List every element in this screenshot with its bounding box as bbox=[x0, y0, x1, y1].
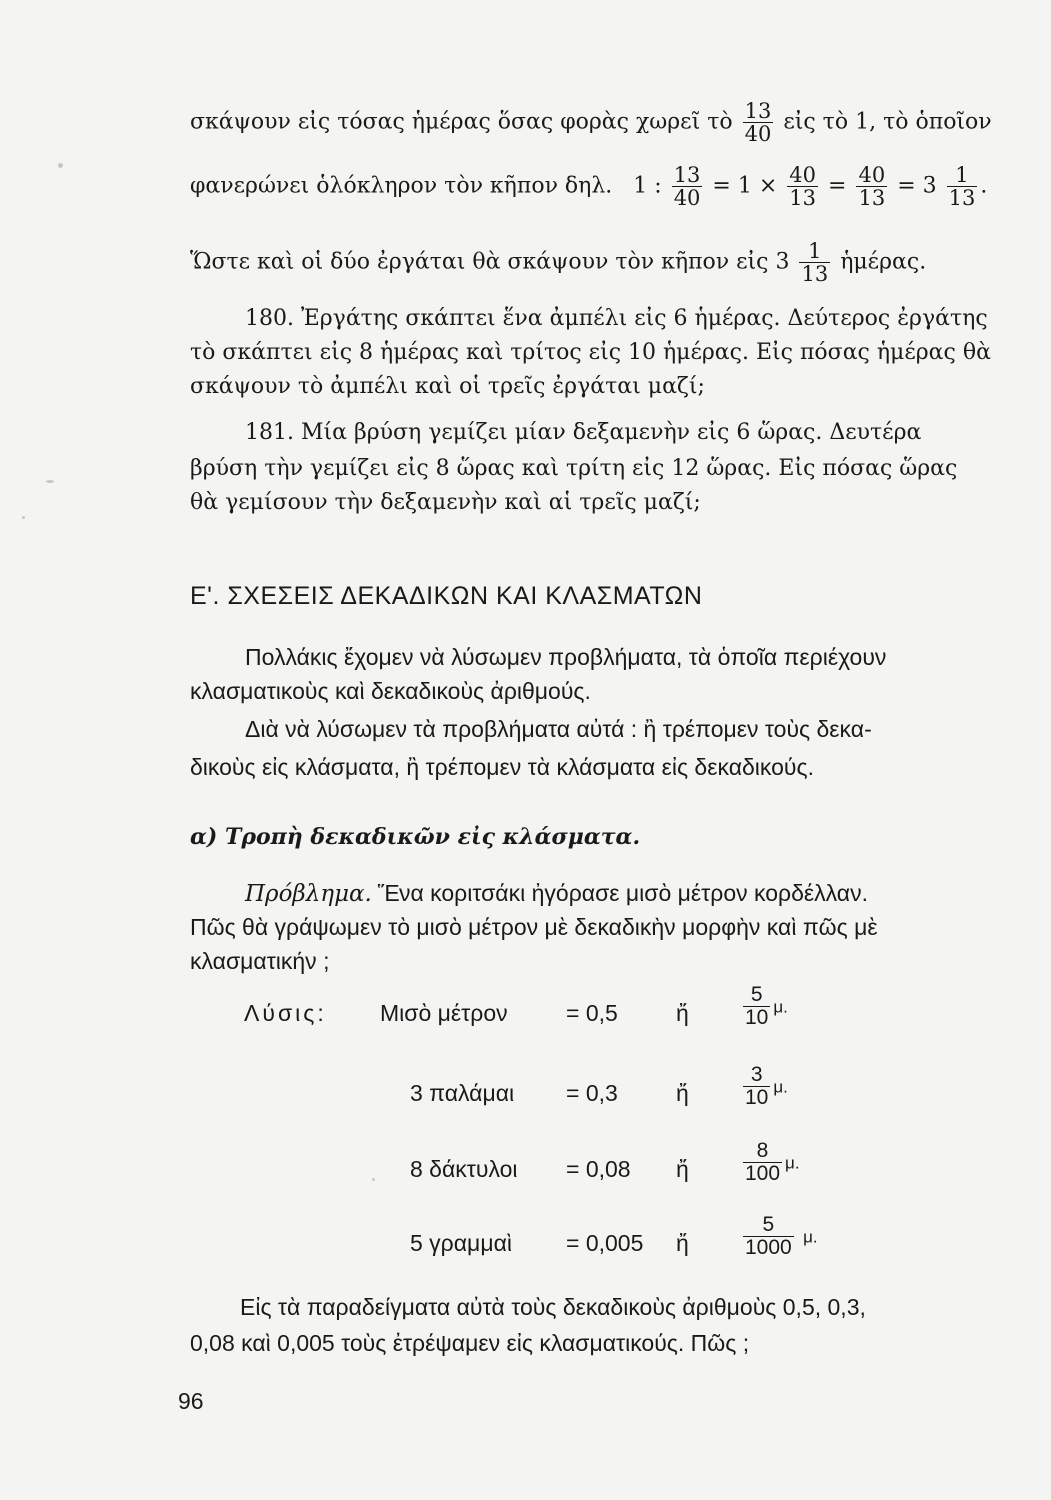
problem-181-line-2: βρύση τὴν γεμίζει εἰς 8 ὥρας καὶ τρίτη εἰς 12 ὥρας. Εἰς πόσας ὥρας bbox=[190, 456, 958, 481]
top-line-3 bbox=[190, 240, 926, 285]
fraction: $\frac{1}{13}$ bbox=[801, 239, 829, 287]
scan-speck bbox=[58, 163, 63, 168]
problem-180-line-3: σκάψουν τὸ ἀμπέλι καὶ οἱ τρεῖς ἐργάται μαζί; bbox=[190, 374, 705, 399]
row-fraction: $\frac{5}{10}$ μ. bbox=[745, 983, 788, 1030]
row-fraction: $\frac{3}{10}$ μ. bbox=[745, 1063, 788, 1110]
text: σκάψουν εἰς τόσας ἡμέρας ὅσας φορὰς χωρεῖ τὸ bbox=[190, 109, 733, 135]
problem-label: Πρόβλημα. bbox=[245, 881, 372, 907]
row-unit: 8 δάκτυλοι bbox=[410, 1156, 518, 1182]
problem-180-line-2: τὸ σκάπτει εἰς 8 ἡμέρας καὶ τρίτος εἰς 10 ἡμέρας. Εἰς πόσας ἡμέρας θὰ bbox=[190, 340, 991, 365]
fraction: $\frac{1}{13}$ bbox=[948, 163, 976, 211]
section-heading: Ε'. ΣΧΕΣΕΙΣ ΔΕΚΑΔΙΚΩΝ ΚΑΙ ΚΛΑΣΜΑΤΩΝ bbox=[190, 582, 703, 610]
problem-181-line-1: 181. Μία βρύση γεμίζει μίαν δεξαμενὴν εἰς 6 ὥρας. Δευτέρα bbox=[245, 420, 922, 445]
problem-180-line-1: 180. Ἐργάτης σκάπτει ἕνα ἀμπέλι εἰς 6 ἡμέρας. Δεύτερος ἐργάτης bbox=[245, 306, 988, 331]
solution-label: Λύσις: bbox=[244, 1000, 327, 1026]
problem-line-2: Πῶς θὰ γράψωμεν τὸ μισὸ μέτρον μὲ δεκαδικὴν μορφὴν καὶ πῶς μὲ bbox=[190, 914, 878, 940]
paragraph-1-line-1: Πολλάκις ἔχομεν νὰ λύσωμεν προβλήματα, τὰ ὁποῖα περιέχουν bbox=[245, 644, 887, 670]
sub-heading: α) Τροπὴ δεκαδικῶν εἰς κλάσματα. bbox=[190, 824, 641, 850]
text: 1 : bbox=[633, 173, 662, 199]
text: . bbox=[980, 173, 988, 199]
text: = 1 × bbox=[712, 173, 778, 199]
row-decimal: = 0,5 bbox=[566, 1000, 618, 1026]
text: Ὥστε καὶ οἱ δύο ἐργάται θὰ σκάψουν τὸν κῆπον εἰς 3 bbox=[190, 249, 790, 275]
problem-line-3: κλασματικήν ; bbox=[190, 948, 330, 974]
page-number: 96 bbox=[178, 1388, 204, 1414]
text: = bbox=[828, 173, 847, 199]
text: Ἕνα κοριτσάκι ἠγόρασε μισὸ μέτρον κορδέλλαν. bbox=[377, 880, 868, 906]
fraction: $\frac{13}{40}$ bbox=[673, 163, 701, 211]
text: φανερώνει ὁλόκληρον τὸν κῆπον δηλ. bbox=[190, 173, 613, 199]
paragraph-2-line-2: δικοὺς εἰς κλάσματα, ἢ τρέπομεν τὰ κλάσματα εἰς δεκαδικούς. bbox=[190, 754, 814, 780]
row-unit: 3 παλάμαι bbox=[410, 1080, 515, 1106]
row-fraction: $\frac{5}{1000}$ μ. bbox=[745, 1213, 818, 1260]
scan-speck bbox=[372, 1178, 375, 1181]
top-line-2 bbox=[190, 164, 987, 209]
problem-line-1 bbox=[245, 880, 868, 907]
row-fraction: $\frac{8}{100}$ μ. bbox=[745, 1139, 800, 1186]
text: = 3 bbox=[897, 173, 937, 199]
scan-speck bbox=[22, 516, 25, 519]
row-or: ἤ bbox=[676, 1080, 689, 1106]
paragraph-1-line-2: κλασματικοὺς καὶ δεκαδικοὺς ἀριθμούς. bbox=[190, 678, 591, 704]
paragraph-2-line-1: Διὰ νὰ λύσωμεν τὰ προβλήματα αὐτά : ἢ τρέπομεν τοὺς δεκα- bbox=[245, 716, 872, 742]
problem-181-line-3: θὰ γεμίσουν τὴν δεξαμενὴν καὶ αἱ τρεῖς μαζί; bbox=[190, 490, 701, 515]
fraction: $\frac{13}{40}$ bbox=[744, 99, 772, 147]
text: ἡμέρας. bbox=[840, 249, 927, 275]
top-line-1 bbox=[190, 100, 992, 145]
fraction: $\frac{40}{13}$ bbox=[789, 163, 817, 211]
row-unit: Μισὸ μέτρον bbox=[380, 1000, 508, 1026]
fraction: $\frac{40}{13}$ bbox=[858, 163, 886, 211]
row-or: ἤ bbox=[676, 1000, 689, 1026]
closing-line-2: 0,08 καὶ 0,005 τοὺς ἐτρέψαμεν εἰς κλασματικούς. Πῶς ; bbox=[190, 1330, 750, 1356]
scan-speck bbox=[46, 480, 54, 483]
row-unit: 5 γραμμαὶ bbox=[410, 1230, 512, 1256]
row-decimal: = 0,08 bbox=[566, 1156, 631, 1182]
row-decimal: = 0,3 bbox=[566, 1080, 618, 1106]
closing-line-1: Εἰς τὰ παραδείγματα αὐτὰ τοὺς δεκαδικοὺς ἀριθμοὺς 0,5, 0,3, bbox=[240, 1294, 866, 1320]
row-or: ἤ bbox=[676, 1156, 689, 1182]
text: εἰς τὸ 1, τὸ ὁποῖον bbox=[783, 109, 992, 135]
row-decimal: = 0,005 bbox=[566, 1230, 644, 1256]
row-or: ἤ bbox=[676, 1230, 689, 1256]
